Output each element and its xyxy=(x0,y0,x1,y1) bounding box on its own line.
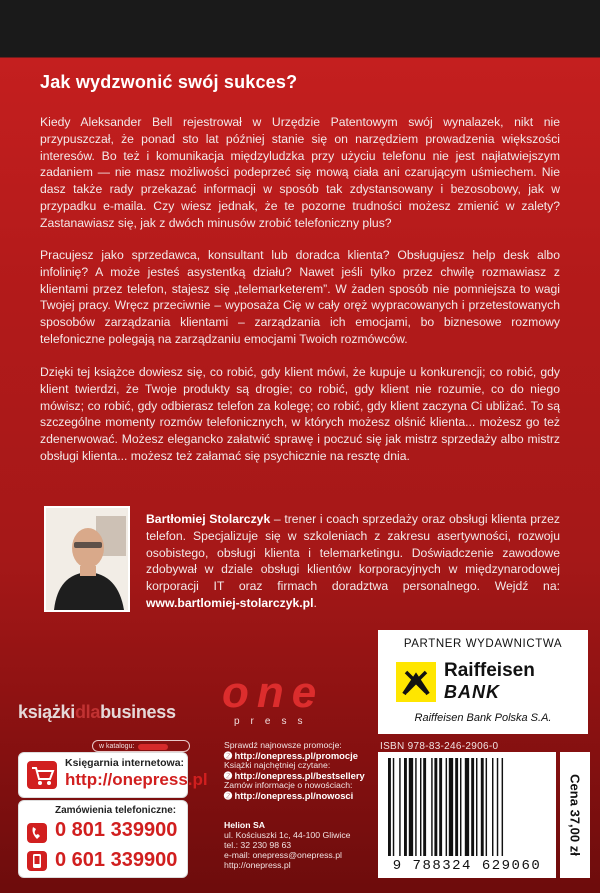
partner-subtitle: Raiffeisen Bank Polska S.A. xyxy=(414,712,552,724)
catalog-bar xyxy=(138,744,168,750)
price-box xyxy=(560,752,590,878)
promo-label-2: Książki najchętniej czytane: xyxy=(224,759,331,770)
promo-label-3: Zamów informacje o nowościach: xyxy=(224,779,353,790)
publisher-tel: tel.: 32 230 98 63 xyxy=(224,840,292,850)
partner-box xyxy=(378,630,588,734)
catalog-badge xyxy=(92,740,190,752)
paragraph-content: Dzięki tej książce dowiesz się, co robić, gdy klient mówi, że kupuje u konkurencji; co robić, gdy klient twierdzi, że Twoje produkty są drogie; co robić, gdy klient nie rozumie, co do niego mówisz; co robić, gdy odbierasz telefon za kolegę; co robić, gdy klient zaczyna Ci ubliżać. To są szczególne momenty rozmów telefonicznych, w których możesz olśnić klienta... możesz go też zdenerwować. Możesz elegancko załatwić sprawę i poczuć się jak mistrz sprzedaży albo mistrz obsługi klienta... możesz też załamać się psychicznie na resztę dnia. xyxy=(40,365,560,463)
phone-orders-label: Zamówienia telefoniczne: xyxy=(55,805,177,816)
author-bio-end: . xyxy=(313,595,317,610)
publisher-street: ul. Kościuszki 1c, 44-100 Gliwice xyxy=(224,830,351,840)
page-title: Jak wydzwonić swój sukces? xyxy=(40,72,298,92)
promo-link-3[interactable]: ➋ http://onepress.pl/nowosci xyxy=(224,789,354,801)
partner-label: PARTNER WYDAWNICTWA xyxy=(403,638,563,650)
price-label: Cena 37,00 zł xyxy=(567,774,583,856)
author-portrait-icon xyxy=(46,508,128,610)
series-part1: książki xyxy=(18,702,75,722)
author-name: Bartłomiej Stolarczyk xyxy=(146,512,271,526)
publisher-name: Helion SA xyxy=(224,820,266,830)
author-website-link[interactable]: www.bartlomiej-stolarczyk.pl xyxy=(146,595,314,610)
series-part3: business xyxy=(100,702,176,722)
barcode-icon xyxy=(386,758,548,856)
mobile-phone-icon xyxy=(27,851,47,871)
publisher-logo-big: one xyxy=(222,668,325,717)
raiffeisen-logo-icon xyxy=(396,662,436,702)
phone-number-2[interactable]: 0 601 339900 xyxy=(55,849,178,871)
series-part2: dla xyxy=(74,702,101,722)
promo-label-1: Sprawdź najnowsze promocje: xyxy=(224,740,342,750)
bookstore-label: Księgarnia internetowa: xyxy=(65,757,185,769)
promo-link-2[interactable]: ➋ http://onepress.pl/bestsellery xyxy=(224,769,365,781)
author-bio-text: – trener i coach sprzedaży oraz obsługi klienta przez telefon. Specjalizuje się w szkoleniach z zakresu asertywności, rozwoju osobistego, obsługi klienta i telemarketingu. Doświadczenie zawodowe zdobywał w dziale obsługi klientów korporacyjnych w międzynarodowej korporacji IT oraz firmach doradztwa personalnego. Wejdź na: xyxy=(146,512,560,594)
series-logo xyxy=(18,702,176,723)
barcode-box xyxy=(378,752,556,878)
publisher-logo-small: press xyxy=(234,716,314,727)
paragraph-intro: Kiedy Aleksander Bell rejestrował w Urzędzie Patentowym swój wynalazek, nikt nie przypuszczał, że ponad sto lat później stanie się on narzędziem prowadzenia większości interesów. Bo też i komunikacja międzyludzka przy użyciu telefonu nie jest najłatwiejszym zadaniem — nie masz możliwości podeprzeć się mową ciała ani czarującym uśmiechem. Nie dasz także rady przekazać informacji w sposób tak zdystansowany i bezosobowy, jak w przypadku e-maila. Czy wiesz jednak, że te pozorne trudności możesz zmienić w zalety? Zastanawiasz się, jak z dwóch minusów zrobić telefoniczny plus? xyxy=(40,115,560,230)
catalog-label: w katalogu: xyxy=(99,743,135,750)
promo-link-1[interactable]: ➋ http://onepress.pl/promocje xyxy=(224,749,358,761)
paragraph-audience: Pracujesz jako sprzedawca, konsultant lub doradca klienta? Obsługujesz help desk albo infolinię? A może jesteś asystentką działu? Nawet jeśli tylko przez chwilę rozmawiasz z klientami przez telefon, stajesz się „telemarketerem”. W żaden sposób nie pomniejsza to wagi Twojej pracy. Wręcz przeciwnie – wyposaża Cię w cały oręż wypracowanych i przetestowanych sposobów zarządzania klientami – zarządzania ich emocjami, bo biznesowe rozmowy telefoniczne polegają na zarządzaniu emocjami Twoich rozmówców. xyxy=(40,248,560,346)
bookstore-box[interactable] xyxy=(18,752,208,798)
author-bio xyxy=(146,511,560,612)
cart-icon xyxy=(27,761,57,789)
promo-links xyxy=(224,741,384,800)
publisher-logo xyxy=(222,668,352,727)
publisher-address xyxy=(224,820,384,870)
phone-icon xyxy=(27,823,47,843)
phone-number-1[interactable]: 0 801 339900 xyxy=(55,819,178,841)
publisher-email: e-mail: onepress@onepress.pl xyxy=(224,850,342,860)
author-photo xyxy=(44,506,130,612)
partner-bank: BANK xyxy=(444,682,500,702)
isbn-label: ISBN 978-83-246-2906-0 xyxy=(380,741,499,752)
phone-orders-box xyxy=(18,800,188,878)
publisher-web: http://onepress.pl xyxy=(224,860,291,870)
barcode-number: 9 788324 629060 xyxy=(392,858,542,874)
partner-name: Raiffeisen xyxy=(444,660,535,681)
bookstore-url[interactable]: http://onepress.pl xyxy=(65,770,208,789)
